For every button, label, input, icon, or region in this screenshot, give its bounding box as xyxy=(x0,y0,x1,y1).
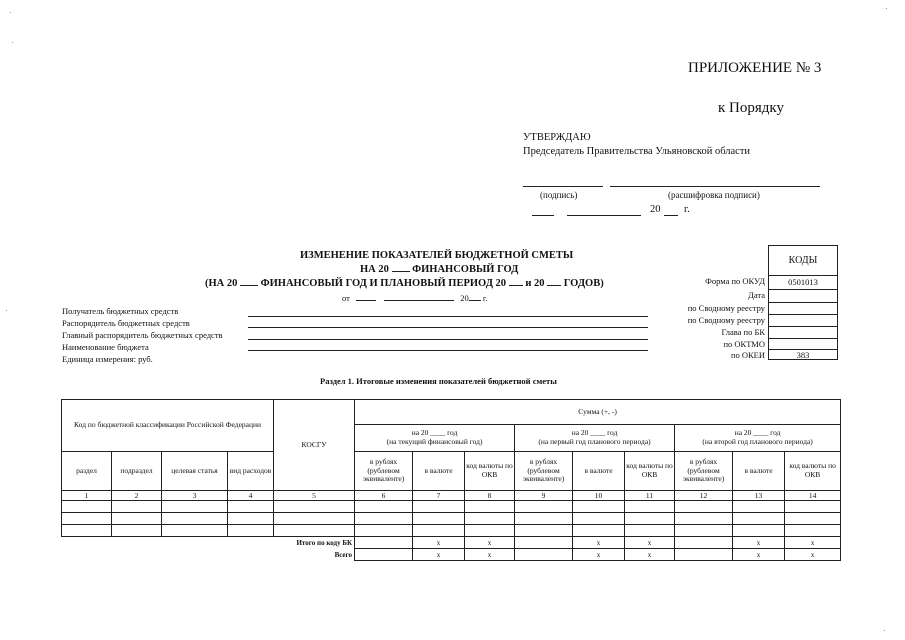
col-number: 6 xyxy=(355,491,413,501)
section-title: Раздел 1. Итоговые изменения показателей бюджетной сметы xyxy=(320,376,557,386)
col-rub-1: в рублях (рублевом эквиваленте) xyxy=(355,452,413,491)
x-mark: x xyxy=(625,549,675,561)
codes-label-registry-2: по Сводному реестру xyxy=(687,315,765,325)
col-section: раздел xyxy=(62,452,112,491)
table-row xyxy=(62,513,841,525)
recipient-line xyxy=(248,316,648,317)
year-line xyxy=(664,215,678,216)
date-from: от xyxy=(342,293,350,303)
requisite-main-manager: Главный распорядитель бюджетных средств xyxy=(62,330,223,340)
approve-label: УТВЕРЖДАЮ xyxy=(523,132,591,143)
x-mark: x xyxy=(573,549,625,561)
budget-name-line xyxy=(248,350,648,351)
period-second-plan: на 20 ____ год (на второй год планового периода) xyxy=(675,425,841,452)
x-mark: x xyxy=(785,549,841,561)
year-prefix: 20 xyxy=(650,204,661,215)
kosgu-header: КОСГУ xyxy=(274,400,355,491)
scan-speck xyxy=(886,8,887,9)
manager-line xyxy=(248,327,648,328)
col-number: 7 xyxy=(413,491,465,501)
bk-header: Код по бюджетной классификации Российской Федерации xyxy=(62,400,274,452)
chairman-label: Председатель Правительства Ульяновской области xyxy=(523,146,751,157)
x-mark: x xyxy=(413,537,465,549)
codes-box xyxy=(768,245,838,360)
title-line2-b: ФИНАНСОВЫЙ ГОД xyxy=(412,264,519,275)
col-currency-2: в валюте xyxy=(573,452,625,491)
codes-label-okud: Форма по ОКУД xyxy=(705,276,765,286)
col-number: 10 xyxy=(573,491,625,501)
requisite-manager: Распорядитель бюджетных средств xyxy=(62,318,190,328)
date-year: 20 xyxy=(460,293,469,303)
col-subsection: подраздел xyxy=(112,452,162,491)
signature-decode-caption: (расшифровка подписи) xyxy=(668,190,760,200)
total-all-label: Всего xyxy=(334,550,353,559)
codes-label-registry-1: по Сводному реестру xyxy=(687,303,765,313)
title-line3-b: ФИНАНСОВЫЙ ГОД И ПЛАНОВЫЙ ПЕРИОД 20 xyxy=(260,278,507,289)
col-number: 11 xyxy=(625,491,675,501)
col-number: 8 xyxy=(465,491,515,501)
table-row xyxy=(62,525,841,537)
col-number: 5 xyxy=(274,491,355,501)
period-first-plan: на 20 ____ год (на первый год планового периода) xyxy=(515,425,675,452)
main-manager-line xyxy=(248,339,648,340)
total-all-row xyxy=(62,549,841,561)
scan-speck xyxy=(6,310,7,311)
col-number: 3 xyxy=(162,491,228,501)
col-currency-3: в валюте xyxy=(733,452,785,491)
col-okv-1: код валюты по ОКВ xyxy=(465,452,515,491)
col-expense-type: вид расходов xyxy=(228,452,274,491)
title-line3-a: (НА 20 xyxy=(205,278,238,289)
signature-line xyxy=(523,186,603,187)
x-mark: x xyxy=(625,537,675,549)
col-number: 14 xyxy=(785,491,841,501)
signature-caption: (подпись) xyxy=(540,190,578,200)
col-rub-3: в рублях (рублевом эквиваленте) xyxy=(675,452,733,491)
sum-header: Сумма (+, -) xyxy=(355,400,841,425)
title-line3-d: ГОДОВ) xyxy=(563,278,604,289)
x-mark: x xyxy=(465,549,515,561)
col-number: 4 xyxy=(228,491,274,501)
month-line xyxy=(567,215,641,216)
year-suffix: г. xyxy=(684,204,690,215)
scan-speck xyxy=(884,630,885,631)
codes-header: КОДЫ xyxy=(788,255,818,266)
col-number: 13 xyxy=(733,491,785,501)
total-bk-label: Итого по коду БК xyxy=(62,537,355,549)
total-bk-row xyxy=(62,537,841,549)
col-number: 1 xyxy=(62,491,112,501)
x-mark: x xyxy=(785,537,841,549)
x-mark: x xyxy=(733,549,785,561)
codes-label-okei: по ОКЕИ xyxy=(730,350,765,360)
codes-label-date: Дата xyxy=(748,290,765,300)
scan-speck xyxy=(10,12,11,13)
scan-speck xyxy=(12,42,13,43)
x-mark: x xyxy=(465,537,515,549)
requisite-budget-name: Наименование бюджета xyxy=(62,342,149,352)
period-current: на 20 ____ год (на текущий финансовый год) xyxy=(355,425,515,452)
codes-okei: 383 xyxy=(769,349,837,360)
codes-label-oktmo: по ОКТМО xyxy=(723,339,765,349)
col-rub-2: в рублях (рублевом эквиваленте) xyxy=(515,452,573,491)
col-okv-3: код валюты по ОКВ xyxy=(785,452,841,491)
x-mark: x xyxy=(413,549,465,561)
title-line2-a: НА 20 xyxy=(360,264,389,275)
date-g: г. xyxy=(482,293,488,303)
x-mark: x xyxy=(733,537,785,549)
form-title: ИЗМЕНЕНИЕ ПОКАЗАТЕЛЕЙ БЮДЖЕТНОЙ СМЕТЫ xyxy=(300,250,574,261)
codes-label-glava: Глава по БК xyxy=(721,327,765,337)
table-row xyxy=(62,501,841,513)
col-number: 9 xyxy=(515,491,573,501)
col-currency-1: в валюте xyxy=(413,452,465,491)
x-mark: x xyxy=(573,537,625,549)
to-order-label: к Порядку xyxy=(718,100,784,116)
changes-table xyxy=(61,399,841,561)
codes-okud: 0501013 xyxy=(769,275,837,290)
requisite-recipient: Получатель бюджетных средств xyxy=(62,306,179,316)
col-target-article: целевая статья xyxy=(162,452,228,491)
appendix-title: ПРИЛОЖЕНИЕ № 3 xyxy=(688,60,822,76)
requisite-unit: Единица измерения: руб. xyxy=(62,354,153,364)
col-number: 12 xyxy=(675,491,733,501)
col-number: 2 xyxy=(112,491,162,501)
col-okv-2: код валюты по ОКВ xyxy=(625,452,675,491)
signature-decode-line xyxy=(610,186,820,187)
title-line3-c: и 20 xyxy=(525,278,545,289)
day-line xyxy=(532,215,554,216)
